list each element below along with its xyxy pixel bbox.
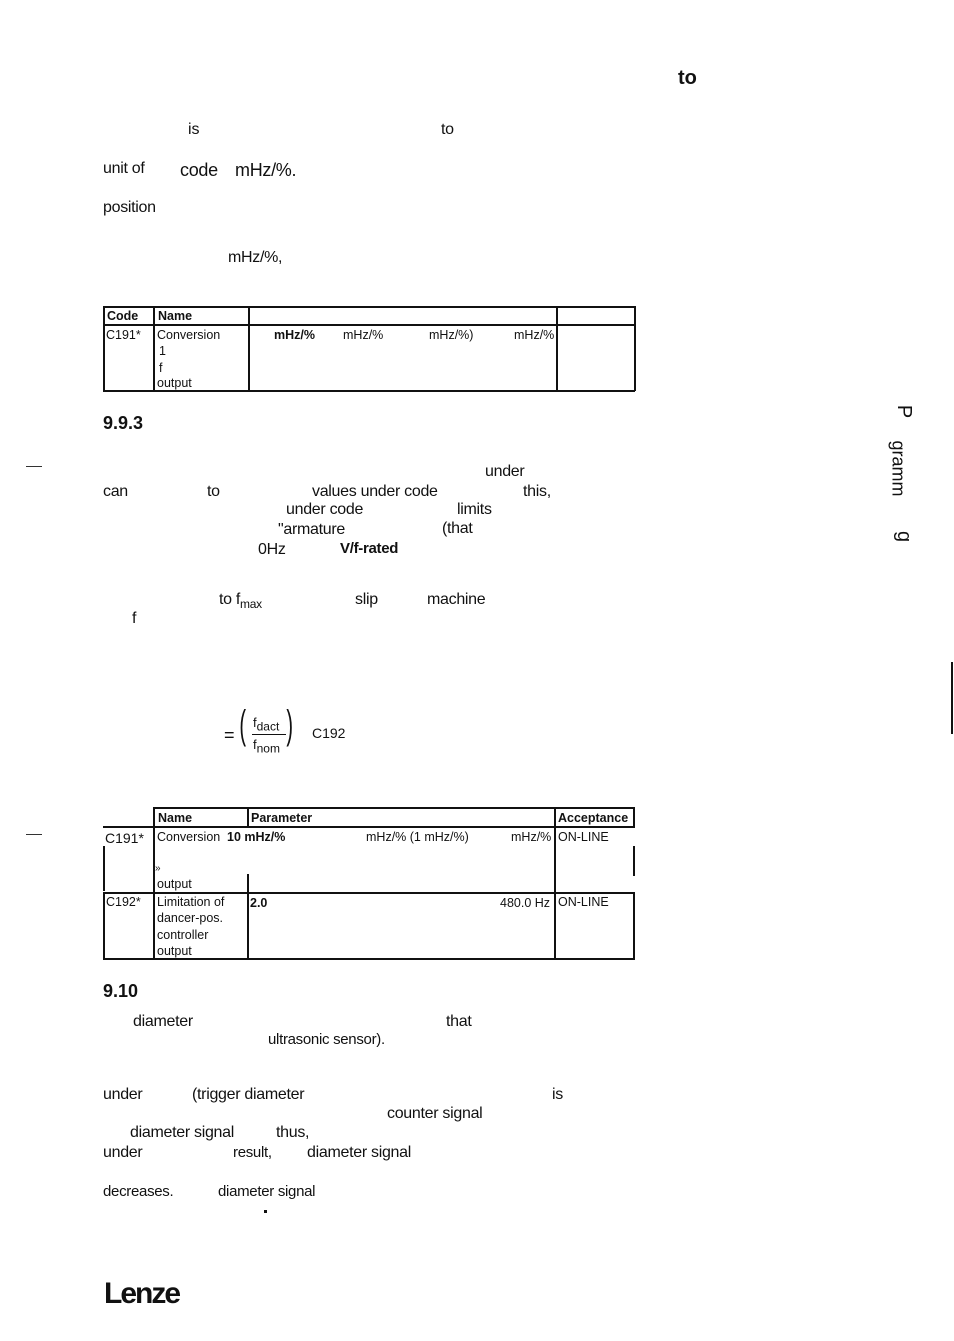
text-fragment: diameter signal [218, 1183, 316, 1200]
table-cell-parameter: 480.0 Hz [500, 896, 551, 910]
section-number: 9.10 [103, 981, 139, 1001]
formula-equals: = [224, 725, 235, 745]
column-header-name: Name [158, 309, 193, 323]
text-fragment: (that [442, 520, 473, 537]
text-fragment: thus, [276, 1124, 310, 1141]
table-cell-name: output [157, 376, 192, 390]
column-header-acceptance: Acceptance [558, 811, 629, 825]
table-cell-name: output [157, 877, 192, 891]
table-cell-name: f [159, 361, 163, 375]
text-fragment: diameter [133, 1013, 193, 1030]
table-cell-name: Conversion [157, 830, 221, 844]
text-fragment: slip [355, 591, 378, 608]
text-fragment: "armature [278, 521, 346, 538]
text-fragment: limits [457, 501, 492, 518]
text-fragment: result, [233, 1144, 272, 1161]
table-cell-acceptance: ON-LINE [558, 895, 609, 909]
side-label-letter: g [893, 530, 916, 543]
text-fragment: to [207, 483, 220, 500]
table-cell-code: C191* [105, 830, 144, 846]
text-fragment: to $f_{max}$ [219, 591, 262, 612]
dot-mark [264, 1210, 267, 1213]
text-fragment: decreases. [103, 1183, 174, 1200]
table-cell-parameter: 10 mHz/% [227, 830, 286, 844]
intro-word: to [441, 121, 454, 138]
formula-paren-right: ) [286, 703, 293, 747]
intro-word: code [180, 160, 218, 180]
formula-code: C192 [312, 725, 346, 741]
text-fragment: that [446, 1013, 472, 1030]
text-fragment: under [485, 463, 525, 480]
margin-mark [26, 834, 42, 835]
text-fragment: under [103, 1086, 143, 1103]
text-fragment: under code [286, 501, 364, 518]
table-cell-name: output [157, 944, 192, 958]
column-header-code: Code [107, 309, 139, 323]
intro-word: mHz/%. [235, 160, 297, 180]
formula-numerator: $f_{dact}$ [253, 715, 280, 734]
table-cell-name: dancer-pos. [157, 911, 224, 925]
intro-word: position [103, 199, 156, 216]
fraction-bar [252, 734, 286, 735]
intro-word: is [188, 121, 200, 138]
table-cell-parameter: mHz/% [274, 328, 315, 342]
text-fragment: under [103, 1144, 143, 1161]
text-fragment: diameter signal [130, 1124, 235, 1141]
text-fragment: V/f-rated [340, 540, 399, 557]
text-fragment: diameter signal [307, 1144, 412, 1161]
column-header-name: Name [158, 811, 193, 825]
table-cell-name: Limitation of [157, 895, 225, 909]
text-fragment: this, [523, 483, 551, 500]
column-header-parameter: Parameter [251, 811, 313, 825]
formula-paren-left: ( [239, 703, 246, 747]
table-cell-parameter: mHz/% [514, 328, 555, 342]
text-fragment: values under code [312, 483, 438, 500]
margin-mark [26, 466, 42, 467]
table-cell-name: » [155, 863, 161, 874]
text-fragment: can [103, 483, 128, 500]
table-cell-name: 1 [159, 344, 166, 358]
section-number: 9.9.3 [103, 413, 144, 433]
side-label-word: gramm [888, 440, 909, 497]
table-cell-acceptance: ON-LINE [558, 830, 609, 844]
table-cell-parameter: mHz/%) [429, 328, 474, 342]
formula-denominator: $f_{nom}$ [253, 737, 280, 756]
table-cell-parameter: mHz/% [343, 328, 384, 342]
side-bar [951, 662, 953, 734]
text-fragment: (trigger diameter [192, 1086, 305, 1103]
side-label-letter: P [893, 404, 916, 419]
text-fragment: ultrasonic sensor). [268, 1031, 385, 1048]
table-cell-parameter: 2.0 [250, 896, 268, 910]
table-cell-code: C191* [106, 328, 141, 342]
text-fragment: counter signal [387, 1105, 483, 1122]
text-fragment: 0Hz [258, 541, 286, 558]
intro-word: unit of [103, 160, 145, 177]
table-cell-parameter: mHz/% [511, 830, 552, 844]
text-fragment: f [132, 610, 137, 627]
table-cell-name: controller [157, 928, 209, 942]
table-cell-name: Conversion [157, 328, 221, 342]
table-cell-code: C192* [106, 895, 141, 909]
intro-word: mHz/%, [228, 249, 283, 266]
text-fragment: is [552, 1086, 563, 1103]
lenze-logo: Lenze [104, 1277, 180, 1310]
text-fragment: machine [427, 591, 486, 608]
header-fragment: to [678, 67, 697, 89]
table-cell-parameter: mHz/% (1 mHz/%) [366, 830, 469, 844]
